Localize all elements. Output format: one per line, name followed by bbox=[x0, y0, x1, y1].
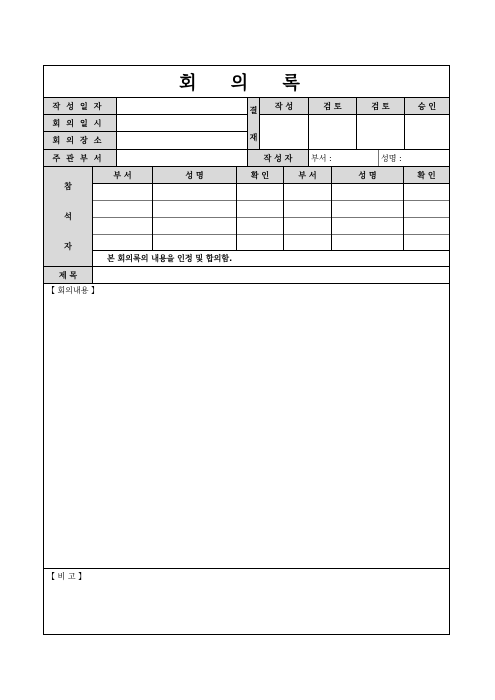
form-title: 회 의 록 bbox=[44, 66, 449, 98]
written-date-label: 작성일자 bbox=[44, 98, 116, 114]
approval-sign-approve[interactable] bbox=[405, 115, 449, 149]
grid-line bbox=[247, 98, 248, 166]
attendees-side-char-1: 참 bbox=[64, 181, 72, 191]
author-dept-field[interactable] bbox=[308, 150, 378, 166]
grid-line bbox=[44, 166, 449, 167]
grid-line bbox=[44, 568, 449, 569]
agreement-text: 본 회의록의 내용을 인정 및 합의함. bbox=[107, 254, 233, 263]
approval-label-bottom: 재 bbox=[249, 132, 258, 142]
grid-line bbox=[92, 166, 93, 283]
grid-line bbox=[259, 114, 449, 115]
meeting-datetime-field[interactable] bbox=[117, 115, 247, 131]
grid-line bbox=[259, 98, 260, 149]
grid-line bbox=[92, 200, 449, 201]
approval-sign-write[interactable] bbox=[260, 115, 308, 149]
subject-label: 제 목 bbox=[44, 267, 92, 283]
grid-line bbox=[152, 166, 153, 250]
attendees-header-name-1: 성 명 bbox=[153, 167, 236, 183]
approval-label-top: 결 bbox=[249, 105, 258, 115]
attendees-header-name-2: 성 명 bbox=[332, 167, 403, 183]
author-name-label: 성명 : bbox=[381, 153, 402, 163]
grid-line bbox=[92, 183, 449, 184]
grid-line bbox=[92, 217, 449, 218]
remarks-area[interactable] bbox=[44, 584, 449, 634]
attendees-header-dept-2: 부 서 bbox=[284, 167, 331, 183]
attendees-side-char-2: 석 bbox=[64, 211, 72, 221]
grid-line bbox=[356, 98, 357, 149]
attendees-header-confirm-1: 확 인 bbox=[237, 167, 283, 183]
meeting-datetime-label: 회의일시 bbox=[44, 115, 116, 131]
grid-line bbox=[44, 114, 248, 115]
approval-label bbox=[248, 98, 259, 149]
subject-field[interactable] bbox=[93, 267, 449, 283]
grid-line bbox=[308, 98, 309, 166]
written-date-field[interactable] bbox=[117, 98, 247, 114]
grid-line bbox=[378, 150, 379, 166]
author-label: 작 성 자 bbox=[248, 150, 308, 166]
grid-line bbox=[403, 166, 404, 250]
attendees-side-label bbox=[44, 167, 92, 266]
author-dept-label: 부서 : bbox=[311, 153, 332, 163]
approval-col-approve: 승 인 bbox=[405, 98, 449, 114]
approval-col-write: 작 성 bbox=[260, 98, 308, 114]
grid-line bbox=[116, 98, 117, 166]
meeting-place-field[interactable] bbox=[117, 132, 247, 149]
grid-line bbox=[92, 234, 449, 235]
grid-line bbox=[44, 131, 248, 132]
meeting-minutes-form bbox=[43, 65, 450, 635]
attendees-header-confirm-2: 확 인 bbox=[404, 167, 449, 183]
remarks-label: 【 비 고 】 bbox=[47, 572, 87, 581]
host-dept-label: 주관부서 bbox=[44, 150, 116, 166]
meeting-place-label: 회의장소 bbox=[44, 132, 116, 149]
host-dept-field[interactable] bbox=[117, 150, 247, 166]
content-label: 【 회의내용 】 bbox=[47, 286, 99, 295]
grid-line bbox=[92, 250, 449, 251]
approval-col-review-2: 검 토 bbox=[357, 98, 404, 114]
grid-line bbox=[236, 166, 237, 250]
attendees-side-char-3: 자 bbox=[64, 242, 72, 252]
grid-line bbox=[44, 283, 449, 284]
grid-line bbox=[331, 166, 332, 250]
approval-col-review-1: 검 토 bbox=[309, 98, 356, 114]
grid-line bbox=[283, 166, 284, 250]
grid-line bbox=[44, 266, 449, 267]
approval-sign-review-1[interactable] bbox=[309, 115, 356, 149]
content-area[interactable] bbox=[44, 298, 449, 566]
attendees-header-dept-1: 부 서 bbox=[93, 167, 152, 183]
approval-sign-review-2[interactable] bbox=[357, 115, 404, 149]
grid-line bbox=[404, 98, 405, 149]
author-name-field[interactable] bbox=[378, 150, 449, 166]
